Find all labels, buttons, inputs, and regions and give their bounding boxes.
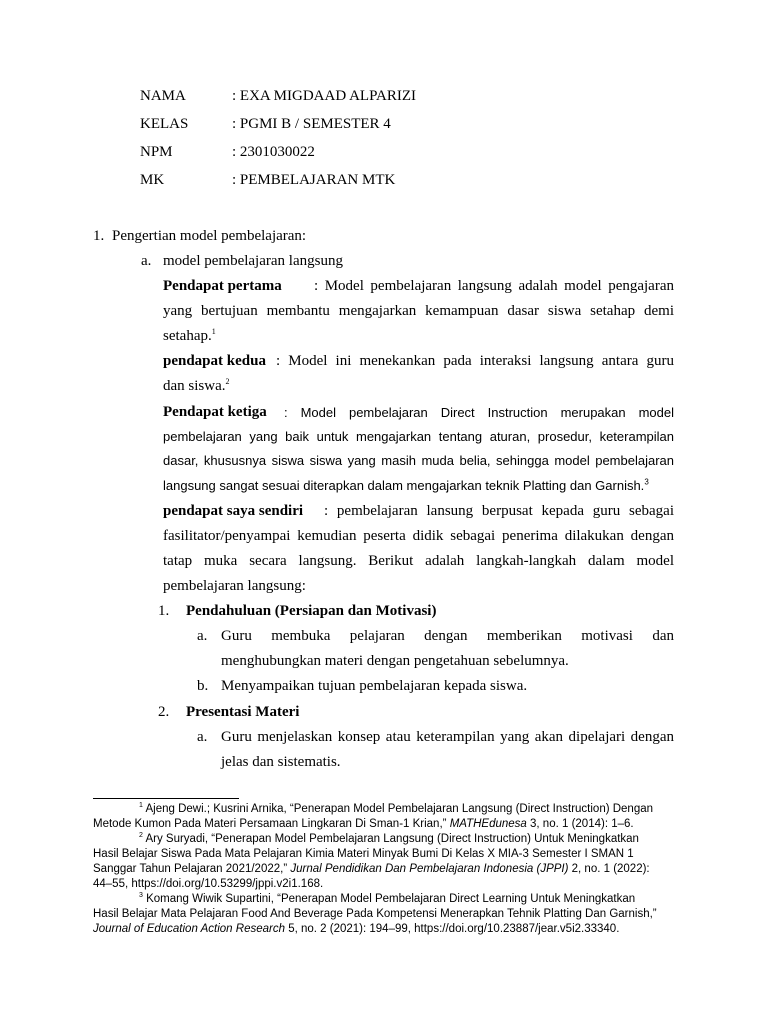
footnote-3-text-1: Komang Wiwik Supartini, “Penerapan Model Pembelajaran Direct Learning Untuk Meningkatkan: [146, 893, 636, 905]
footnote-3-journal: Journal of Education Action Research: [93, 923, 285, 935]
footnote-1-line-2: [93, 818, 634, 830]
opinion-2-line-1: [163, 353, 266, 370]
footnote-1-journal: MATHEdunesa: [449, 818, 527, 830]
step-1b-marker: b.: [197, 678, 209, 694]
step-2a-text-1: Guru menjelaskan konsep atau keterampilan yang akan dipelajari dengan: [221, 729, 674, 745]
opinion-2-label: pendapat kedua: [163, 353, 266, 369]
opinion-1-text-3: [163, 328, 216, 345]
mk-value: : PEMBELAJARAN MTK: [232, 172, 396, 188]
npm-label: NPM: [140, 144, 173, 160]
footnote-2-journal: Jurnal Pendidikan Dan Pembelajaran Indonesia (JPPI): [290, 863, 569, 875]
footnote-1-line-1: [139, 803, 653, 815]
section-title: Pengertian model pembelajaran:: [112, 228, 307, 244]
footnote-ref-3: 3: [644, 477, 649, 487]
sub-a-title: model pembelajaran langsung: [163, 253, 343, 269]
npm-value: : 2301030022: [232, 144, 315, 160]
step-1-title: [186, 603, 436, 620]
footnote-2-line-2: Hasil Belajar Siswa Pada Mata Pelajaran Kimia Materi Minyak Bumi Di Kelas X MIA-3 Semester I SMAN 1: [93, 848, 634, 860]
footnote-2-line-4: 44–55, https://doi.org/10.53299/jppi.v2i1.168.: [93, 878, 324, 890]
footnote-3-line-1: [139, 893, 635, 905]
footnote-ref-1: 1: [211, 327, 216, 336]
footnote-3-text-3b: 5, no. 2 (2021): 194–99, https://doi.org/10.23887/jear.v5i2.33340.: [285, 923, 620, 935]
opinion-4-text-4: pembelajaran langsung:: [163, 578, 306, 594]
footnote-1-text-1: Ajeng Dewi.; Kusrini Arnika, “Penerapan Model Pembelajaran Langsung (Direct Instruction) Dengan: [145, 803, 654, 815]
footnote-2-text-1: Ary Suryadi, “Penerapan Model Pembelajaran Langsung (Direct Instruction) Untuk Meningkatkan: [145, 833, 639, 845]
sub-a-marker: a.: [141, 253, 152, 269]
step-1-title-text: Pendahuluan (Persiapan dan Motivasi): [186, 603, 437, 619]
footnote-2-line-1: [139, 833, 639, 845]
opinion-4-text-1: : pembelajaran lansung berpusat kepada guru sebagai: [324, 503, 674, 519]
step-1b-text-1: Menyampaikan tujuan pembelajaran kepada siswa.: [221, 678, 528, 694]
step-2a-text-2: jelas dan sistematis.: [221, 754, 341, 770]
footnote-3-ref: 3: [139, 892, 143, 900]
opinion-4-line-1: [163, 503, 303, 520]
footnote-2-ref: 2: [139, 832, 143, 840]
step-1-marker: 1.: [158, 603, 170, 619]
opinion-3-label: Pendapat ketiga: [163, 404, 267, 420]
step-2-marker: 2.: [158, 704, 170, 720]
opinion-3-text-4: [163, 478, 649, 493]
kelas-label: KELAS: [140, 116, 189, 132]
footnote-1-ref: 1: [139, 802, 143, 810]
opinion-4-text-2: fasilitator/penyampai kemudian peserta didik sebagai penerima dilakukan dengan: [163, 528, 674, 544]
opinion-3-line-1: [163, 404, 267, 421]
opinion-1-label: Pendapat pertama: [163, 278, 282, 294]
opinion-3-text-1: : Model pembelajaran Direct Instruction merupakan model: [284, 405, 674, 420]
mk-label: MK: [140, 172, 165, 188]
kelas-value: : PGMI B / SEMESTER 4: [232, 116, 391, 132]
opinion-2-end: dan siswa.: [163, 378, 226, 394]
step-1a-text-1: Guru membuka pelajaran dengan memberikan motivasi dan: [221, 628, 674, 644]
opinion-1-line-1: [163, 278, 282, 295]
opinion-4-label: pendapat saya sendiri: [163, 503, 304, 519]
opinion-1-end: setahap.: [163, 328, 212, 344]
step-1a-marker: a.: [197, 628, 208, 644]
footnote-2-text-3b: 2, no. 1 (2022):: [568, 863, 650, 875]
footnote-3-line-3: [93, 923, 619, 935]
opinion-3-text-3: dasar, khususnya siswa siswa yang masih muda belia, sehingga model pembelajaran: [163, 453, 674, 468]
opinion-2-text-2: [163, 378, 230, 395]
section-number: 1.: [93, 228, 105, 244]
footnote-ref-2: 2: [225, 377, 230, 386]
footnote-3-line-2: Hasil Belajar Mata Pelajaran Food And Beverage Pada Kompetensi Menerapkan Tehnik Platting Dan Garnish,”: [93, 908, 657, 920]
step-2a-marker: a.: [197, 729, 208, 745]
opinion-2-text-1: : Model ini menekankan pada interaksi langsung antara guru: [276, 353, 674, 369]
footnote-separator: [93, 798, 239, 799]
opinion-1-text-1: : Model pembelajaran langsung adalah model pengajaran: [314, 278, 674, 294]
opinion-3-text-2: pembelajaran yang baik untuk mengajarkan tentang aturan, prosedur, keterampilan: [163, 429, 674, 444]
step-2-title: [186, 704, 299, 721]
nama-value: : EXA MIGDAAD ALPARIZI: [232, 88, 417, 104]
footnote-2-text-3a: Sanggar Tahun Pelajaran 2021/2022,”: [93, 863, 291, 875]
opinion-1-text-2: yang bertujuan membantu mengajarkan kemampuan dasar siswa setahap demi: [163, 303, 674, 319]
nama-label: NAMA: [140, 88, 186, 104]
footnote-1-text-2a: Metode Kumon Pada Materi Persamaan Lingkaran Di Sman-1 Krian,”: [93, 818, 450, 830]
footnote-2-line-3: [93, 863, 650, 875]
footnote-1-text-2b: 3, no. 1 (2014): 1–6.: [526, 818, 634, 830]
opinion-4-text-3: tatap muka secara langsung. Berikut adalah langkah-langkah dalam model: [163, 553, 674, 569]
opinion-3-end: langsung sangat sesuai diterapkan dalam mengajarkan teknik Platting dan Garnish.: [163, 478, 645, 493]
step-2-title-text: Presentasi Materi: [186, 704, 300, 720]
step-1a-text-2: menghubungkan materi dengan pengetahuan sebelumnya.: [221, 653, 569, 669]
